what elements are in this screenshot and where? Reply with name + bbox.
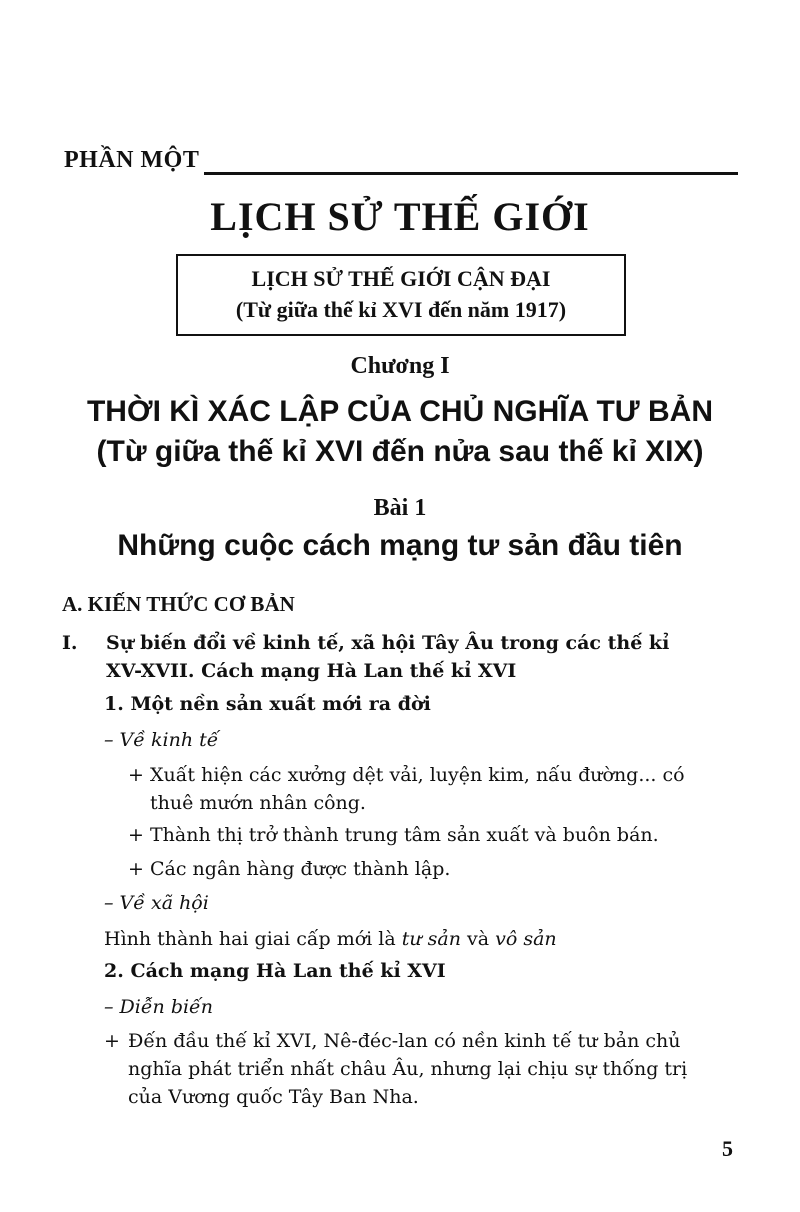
bullet-symbol: + [128, 858, 144, 880]
bullet-banks: Các ngân hàng được thành lập. [150, 858, 451, 880]
progress-label: – Diễn biến [104, 996, 213, 1018]
bullet-workshops-line1: Xuất hiện các xưởng dệt vải, luyện kim, nấu đường... có [150, 764, 685, 786]
period-title: LỊCH SỬ THẾ GIỚI CẬN ĐẠI [251, 266, 551, 291]
bullet-workshops-line2: thuê mướn nhân công. [150, 792, 366, 814]
subsection-1-heading: 1. Một nền sản xuất mới ra đời [104, 693, 431, 715]
book-title: LỊCH SỬ THẾ GIỚI [210, 194, 590, 239]
period-title-box [176, 254, 626, 336]
society-text-mid: và [460, 928, 496, 950]
bullet-cities: Thành thị trở thành trung tâm sản xuất và buôn bán. [150, 824, 659, 846]
bullet-symbol: + [104, 1030, 120, 1052]
chapter-title-line2: (Từ giữa thế kỉ XVI đến nửa sau thế kỉ XIX) [96, 435, 704, 468]
chapter-title-line1: THỜI KÌ XÁC LẬP CỦA CHỦ NGHĨA TƯ BẢN [86, 395, 714, 428]
section-a-heading: A. KIẾN THỨC CƠ BẢN [62, 592, 295, 616]
subsection-2-heading: 2. Cách mạng Hà Lan thế kỉ XVI [104, 960, 446, 982]
chapter-label: Chương I [350, 353, 450, 379]
netherlands-text-line2: nghĩa phát triển nhất châu Âu, nhưng lại chịu sự thống trị [128, 1058, 688, 1080]
society-label: – Về xã hội [104, 892, 209, 914]
lesson-title: Những cuộc cách mạng tư sản đầu tiên [117, 529, 683, 562]
society-text [104, 928, 557, 950]
period-range: (Từ giữa thế kỉ XVI đến năm 1917) [235, 297, 567, 322]
netherlands-text-line1: Đến đầu thế kỉ XVI, Nê-đéc-lan có nền kinh tế tư bản chủ [128, 1030, 681, 1052]
part-rule [204, 172, 738, 175]
section-i-heading-line1: Sự biến đổi về kinh tế, xã hội Tây Âu trong các thế kỉ [106, 632, 670, 654]
bullet-symbol: + [128, 764, 144, 786]
economy-label: – Về kinh tế [104, 729, 219, 751]
chapter-title [0, 392, 800, 472]
part-label: PHẦN MỘT [64, 147, 200, 173]
term-proletariat: vô sản [495, 928, 557, 950]
section-i-numeral: I. [62, 632, 78, 654]
netherlands-text-line3: của Vương quốc Tây Ban Nha. [128, 1086, 419, 1108]
bullet-symbol: + [128, 824, 144, 846]
lesson-label: Bài 1 [373, 495, 427, 521]
section-i-heading-line2: XV-XVII. Cách mạng Hà Lan thế kỉ XVI [106, 660, 517, 682]
society-text-prefix: Hình thành hai giai cấp mới là [104, 928, 402, 950]
page-number: 5 [722, 1136, 733, 1161]
term-bourgeoisie: tư sản [401, 928, 461, 950]
